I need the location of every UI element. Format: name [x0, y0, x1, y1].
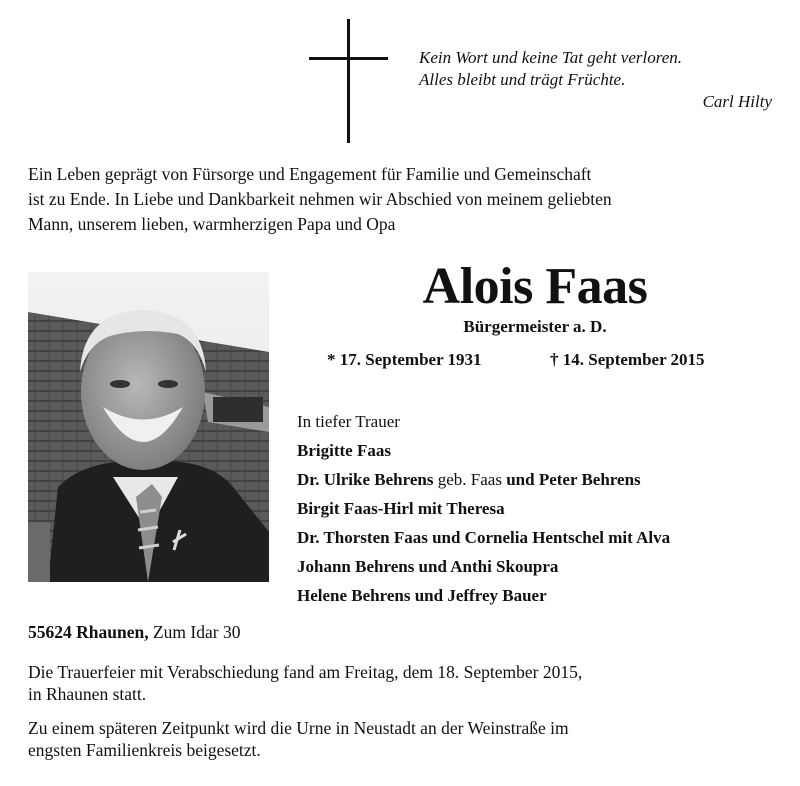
- ceremony-line-2: in Rhaunen statt.: [28, 684, 147, 704]
- mourner-3: Birgit Faas-Hirl mit Theresa: [297, 499, 505, 518]
- quote-line-2: Alles bleibt und trägt Früchte.: [419, 70, 626, 89]
- mourner-2-partner: und Peter Behrens: [506, 470, 641, 489]
- mourner-1: Brigitte Faas: [297, 441, 391, 460]
- intro-line-3: Mann, unserem lieben, warmherzigen Papa und Opa: [28, 214, 396, 234]
- mourners-intro: In tiefer Trauer: [297, 412, 400, 431]
- address-city: 55624 Rhaunen,: [28, 622, 149, 642]
- urn-text: [28, 717, 776, 761]
- ceremony-line-1: Die Trauerfeier mit Verabschiedung fand am Freitag, dem 18. September 2015,: [28, 662, 583, 682]
- mourner-2-name: Dr. Ulrike Behrens: [297, 470, 434, 489]
- mourners-list: [297, 407, 777, 610]
- deceased-name: Alois Faas: [422, 258, 648, 315]
- quote-author: Carl Hilty: [702, 92, 772, 111]
- intro-line-2: ist zu Ende. In Liebe und Dankbarkeit nehmen wir Abschied von meinem geliebten: [28, 189, 612, 209]
- cross-icon: [347, 19, 350, 143]
- mourner-6: Helene Behrens und Jeffrey Bauer: [297, 586, 547, 605]
- ceremony-text: [28, 661, 776, 705]
- cross-icon-bar: [309, 57, 388, 60]
- birth-date: * 17. September 1931: [327, 350, 482, 369]
- intro-text: [28, 162, 776, 237]
- urn-line-1: Zu einem späteren Zeitpunkt wird die Urne in Neustadt an der Weinstraße im: [28, 718, 569, 738]
- quote-line-1: Kein Wort und keine Tat geht verloren.: [419, 48, 683, 67]
- quote-block: [400, 47, 772, 113]
- portrait-image: [28, 272, 269, 582]
- urn-line-2: engsten Familienkreis beigesetzt.: [28, 740, 261, 760]
- portrait-photo: [28, 272, 269, 582]
- mourner-2: [297, 465, 777, 494]
- mourner-4: Dr. Thorsten Faas und Cornelia Hentschel mit Alva: [297, 528, 671, 547]
- mourner-2-nee: geb. Faas: [433, 470, 507, 489]
- mourner-5: Johann Behrens und Anthi Skoupra: [297, 557, 559, 576]
- address-street: Zum Idar 30: [148, 622, 241, 642]
- death-date: † 14. September 2015: [550, 350, 705, 369]
- intro-line-1: Ein Leben geprägt von Fürsorge und Engagement für Familie und Gemeinschaft: [28, 164, 592, 184]
- address: [28, 620, 240, 644]
- deceased-title: Bürgermeister a. D.: [463, 317, 607, 336]
